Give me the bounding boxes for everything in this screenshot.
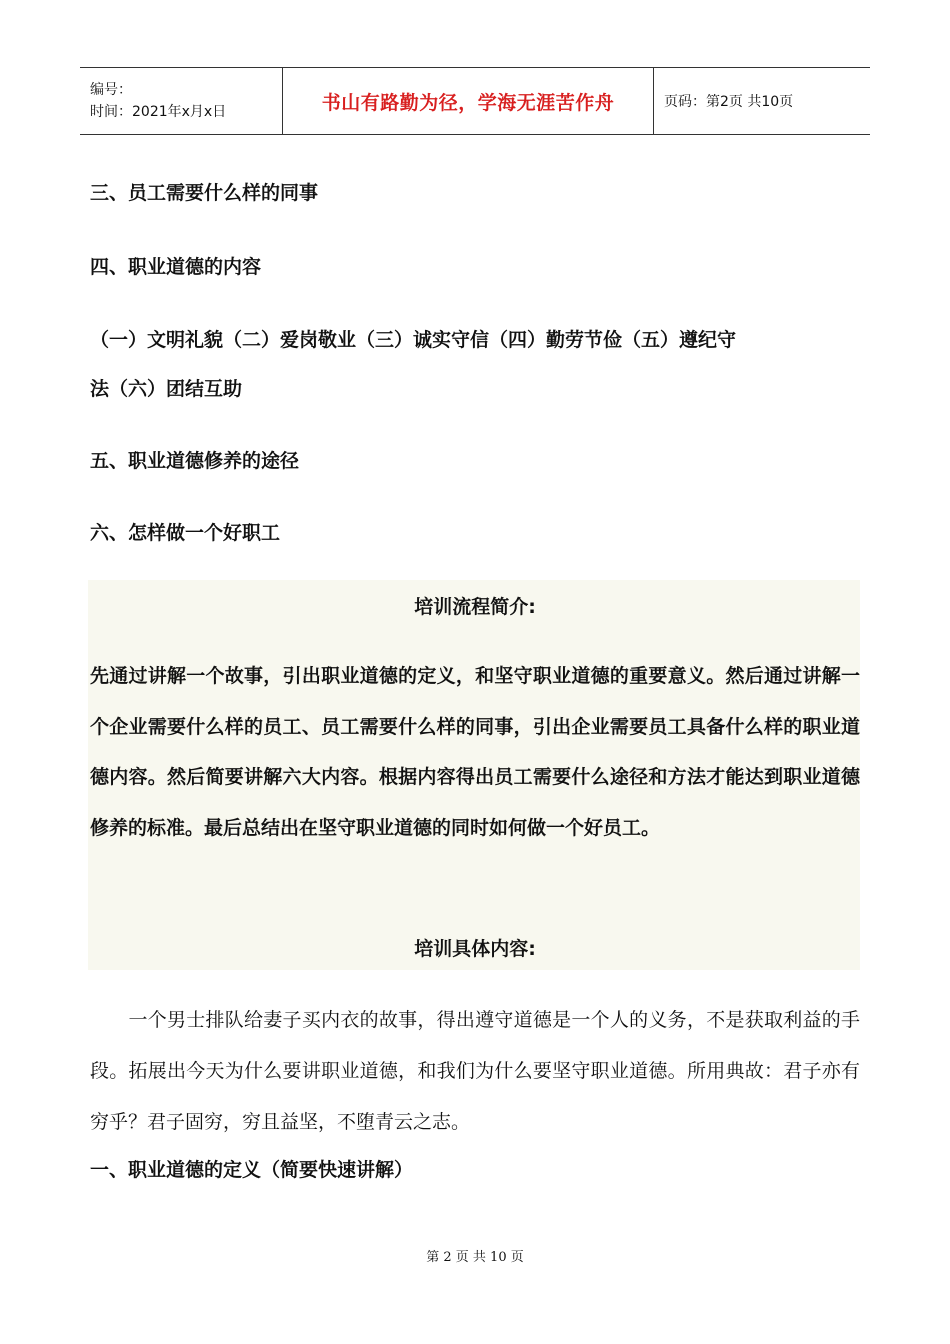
motto-text: 书山有路勤为径，学海无涯苦作舟 (321, 91, 615, 114)
flow-heading: 培训流程简介: (414, 596, 536, 618)
story-paragraph: 一个男士排队给妻子买内衣的故事，得出遵守道德是一个人的义务，不是获取利益的手段。拓展出今天为什么要讲职业道德，和我们为什么要坚守职业道德。所用典故：君子亦有穷乎？君子固穷，穷且益坚，不堕青云之志。 (90, 1009, 860, 1133)
page-label: 页码：第2页 共10页 (664, 94, 794, 110)
virtues-line-2: 法（六）团结互助 (90, 378, 243, 400)
page-footer: 第 2 页 共 10 页 (426, 1250, 524, 1265)
header-meta (80, 68, 282, 134)
number-label: 编号： (90, 82, 132, 98)
item-5-heading: 五、职业道德修养的途径 (90, 450, 300, 472)
time-label: 时间：2021年x月x日 (90, 104, 227, 120)
content-heading: 培训具体内容: (414, 938, 536, 960)
item-3-heading: 三、员工需要什么样的同事 (90, 182, 319, 204)
item-6-heading: 六、怎样做一个好职工 (90, 522, 281, 544)
header-page (654, 68, 870, 134)
header-motto (282, 68, 654, 134)
item-4-heading: 四、职业道德的内容 (90, 256, 262, 278)
virtues-line-1: （一）文明礼貌（二）爱岗敬业（三）诚实守信（四）勤劳节俭（五）遵纪守 (90, 329, 737, 351)
document-header (80, 67, 870, 135)
section-1-heading: 一、职业道德的定义（简要快速讲解） (90, 1159, 414, 1181)
flow-paragraph: 先通过讲解一个故事，引出职业道德的定义，和坚守职业道德的重要意义。然后通过讲解一个企业需要什么样的员工、员工需要什么样的同事，引出企业需要员工具备什么样的职业道德内容。然后简要讲解六大内容。根据内容得出员工需要什么途径和方法才能达到职业道德修养的标准。最后总结出在坚守职业道德的同时如何做一个好员工。 (90, 665, 860, 839)
